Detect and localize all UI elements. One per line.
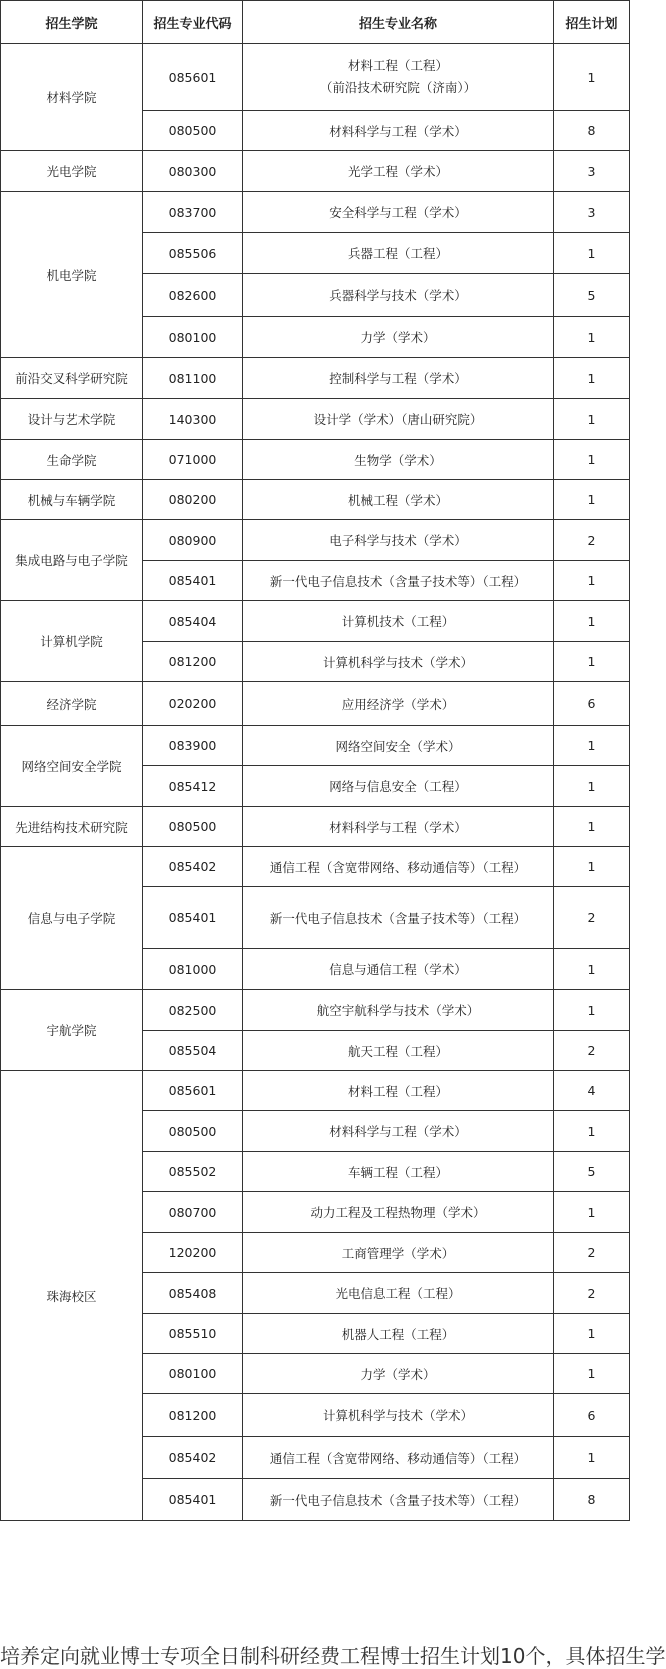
code-cell: 081200 [143, 1394, 243, 1437]
header-code: 招生专业代码 [143, 1, 243, 44]
college-cell: 经济学院 [1, 682, 143, 726]
major-cell: 动力工程及工程热物理（学术） [243, 1192, 554, 1233]
major-cell: 航天工程（工程） [243, 1031, 554, 1071]
college-cell: 宇航学院 [1, 990, 143, 1071]
major-cell: 控制科学与工程（学术） [243, 358, 554, 399]
code-cell: 083900 [143, 726, 243, 766]
table-row [1, 807, 630, 847]
major-cell: 新一代电子信息技术（含量子技术等）（工程） [243, 887, 554, 949]
major-cell: 网络与信息安全（工程） [243, 766, 554, 807]
code-cell: 085601 [143, 44, 243, 111]
major-cell: 机器人工程（工程） [243, 1314, 554, 1354]
table-row [1, 682, 630, 726]
table-row [1, 399, 630, 440]
plan-cell: 1 [554, 847, 630, 887]
college-cell: 光电学院 [1, 151, 143, 192]
footer-paragraph: 培养定向就业博士专项全日制科研经费工程博士招生计划10个，具体招生学 [0, 1644, 666, 1668]
major-cell: 机械工程（学术） [243, 480, 554, 520]
major-cell: 通信工程（含宽带网络、移动通信等）（工程） [243, 1437, 554, 1479]
college-cell: 材料学院 [1, 44, 143, 151]
plan-cell: 1 [554, 990, 630, 1031]
code-cell: 082600 [143, 274, 243, 317]
major-cell: 力学（学术） [243, 1354, 554, 1394]
plan-cell: 1 [554, 561, 630, 601]
college-cell: 机电学院 [1, 192, 143, 358]
code-cell: 085402 [143, 847, 243, 887]
major-cell: 航空宇航科学与技术（学术） [243, 990, 554, 1031]
code-cell: 085408 [143, 1273, 243, 1314]
plan-cell: 5 [554, 274, 630, 317]
plan-cell: 3 [554, 192, 630, 233]
code-cell: 083700 [143, 192, 243, 233]
college-cell: 信息与电子学院 [1, 847, 143, 990]
plan-cell: 1 [554, 480, 630, 520]
plan-cell: 2 [554, 520, 630, 561]
major-cell: 新一代电子信息技术（含量子技术等）（工程） [243, 561, 554, 601]
code-cell: 085502 [143, 1152, 243, 1192]
code-cell: 140300 [143, 399, 243, 440]
college-cell: 先进结构技术研究院 [1, 807, 143, 847]
plan-cell: 1 [554, 399, 630, 440]
plan-cell: 1 [554, 766, 630, 807]
code-cell: 085401 [143, 561, 243, 601]
table-row [1, 847, 630, 887]
code-cell: 020200 [143, 682, 243, 726]
major-cell: 力学（学术） [243, 317, 554, 358]
major-cell [243, 44, 554, 111]
table-row [1, 520, 630, 561]
major-cell: 生物学（学术） [243, 440, 554, 480]
major-cell: 兵器工程（工程） [243, 233, 554, 274]
major-cell: 材料科学与工程（学术） [243, 807, 554, 847]
college-cell: 网络空间安全学院 [1, 726, 143, 807]
plan-cell: 1 [554, 726, 630, 766]
code-cell: 080500 [143, 1111, 243, 1152]
college-cell: 集成电路与电子学院 [1, 520, 143, 601]
table-row [1, 726, 630, 766]
major-cell: 光电信息工程（工程） [243, 1273, 554, 1314]
header-row [1, 1, 630, 44]
plan-cell: 1 [554, 233, 630, 274]
plan-cell: 2 [554, 1233, 630, 1273]
major-cell: 通信工程（含宽带网络、移动通信等）（工程） [243, 847, 554, 887]
major-name-note: （前沿技术研究院（济南）） [319, 80, 477, 95]
code-cell: 080100 [143, 317, 243, 358]
code-cell: 085404 [143, 601, 243, 642]
major-cell: 车辆工程（工程） [243, 1152, 554, 1192]
plan-cell: 1 [554, 358, 630, 399]
major-cell: 电子科学与技术（学术） [243, 520, 554, 561]
plan-cell: 1 [554, 949, 630, 990]
major-cell: 信息与通信工程（学术） [243, 949, 554, 990]
code-cell: 080900 [143, 520, 243, 561]
code-cell: 080700 [143, 1192, 243, 1233]
code-cell: 071000 [143, 440, 243, 480]
table-row [1, 358, 630, 399]
code-cell: 085401 [143, 887, 243, 949]
code-cell: 085401 [143, 1479, 243, 1521]
code-cell: 080500 [143, 111, 243, 151]
major-name: 材料工程（工程） [347, 58, 448, 73]
code-cell: 085506 [143, 233, 243, 274]
code-cell: 085402 [143, 1437, 243, 1479]
plan-cell: 2 [554, 1031, 630, 1071]
college-cell: 生命学院 [1, 440, 143, 480]
code-cell: 080100 [143, 1354, 243, 1394]
plan-cell: 8 [554, 1479, 630, 1521]
code-cell: 081200 [143, 642, 243, 682]
header-name: 招生专业名称 [243, 1, 554, 44]
code-cell: 081000 [143, 949, 243, 990]
plan-cell: 1 [554, 1437, 630, 1479]
major-cell: 应用经济学（学术） [243, 682, 554, 726]
plan-cell: 4 [554, 1071, 630, 1111]
code-cell: 120200 [143, 1233, 243, 1273]
code-cell: 080200 [143, 480, 243, 520]
table-row [1, 480, 630, 520]
major-cell: 计算机科学与技术（学术） [243, 1394, 554, 1437]
major-cell: 计算机技术（工程） [243, 601, 554, 642]
code-cell: 085504 [143, 1031, 243, 1071]
table-row [1, 44, 630, 111]
major-cell: 工商管理学（学术） [243, 1233, 554, 1273]
plan-cell: 1 [554, 440, 630, 480]
plan-cell: 1 [554, 807, 630, 847]
major-cell: 兵器科学与技术（学术） [243, 274, 554, 317]
plan-cell: 1 [554, 1192, 630, 1233]
table-row [1, 440, 630, 480]
plan-cell: 1 [554, 601, 630, 642]
plan-cell: 1 [554, 1354, 630, 1394]
college-cell: 计算机学院 [1, 601, 143, 682]
code-cell: 080300 [143, 151, 243, 192]
college-cell: 珠海校区 [1, 1071, 143, 1521]
header-plan: 招生计划 [554, 1, 630, 44]
table-row [1, 601, 630, 642]
major-cell: 网络空间安全（学术） [243, 726, 554, 766]
plan-cell: 1 [554, 44, 630, 111]
major-cell: 安全科学与工程（学术） [243, 192, 554, 233]
plan-cell: 6 [554, 1394, 630, 1437]
plan-cell: 2 [554, 887, 630, 949]
code-cell: 085412 [143, 766, 243, 807]
plan-cell: 8 [554, 111, 630, 151]
code-cell: 080500 [143, 807, 243, 847]
major-cell: 设计学（学术）（唐山研究院） [243, 399, 554, 440]
plan-cell: 5 [554, 1152, 630, 1192]
plan-cell: 6 [554, 682, 630, 726]
major-cell: 计算机科学与技术（学术） [243, 642, 554, 682]
table-row [1, 151, 630, 192]
major-cell: 光学工程（学术） [243, 151, 554, 192]
major-cell: 材料科学与工程（学术） [243, 111, 554, 151]
table-row [1, 1071, 630, 1111]
college-cell: 前沿交叉科学研究院 [1, 358, 143, 399]
plan-cell: 1 [554, 1314, 630, 1354]
code-cell: 081100 [143, 358, 243, 399]
major-cell: 材料科学与工程（学术） [243, 1111, 554, 1152]
major-cell: 新一代电子信息技术（含量子技术等）（工程） [243, 1479, 554, 1521]
major-cell: 材料工程（工程） [243, 1071, 554, 1111]
college-cell: 机械与车辆学院 [1, 480, 143, 520]
plan-cell: 1 [554, 642, 630, 682]
plan-cell: 3 [554, 151, 630, 192]
plan-cell: 1 [554, 1111, 630, 1152]
plan-cell: 2 [554, 1273, 630, 1314]
header-college: 招生学院 [1, 1, 143, 44]
college-cell: 设计与艺术学院 [1, 399, 143, 440]
plan-cell: 1 [554, 317, 630, 358]
table-row [1, 990, 630, 1031]
table-row [1, 192, 630, 233]
code-cell: 082500 [143, 990, 243, 1031]
code-cell: 085601 [143, 1071, 243, 1111]
code-cell: 085510 [143, 1314, 243, 1354]
